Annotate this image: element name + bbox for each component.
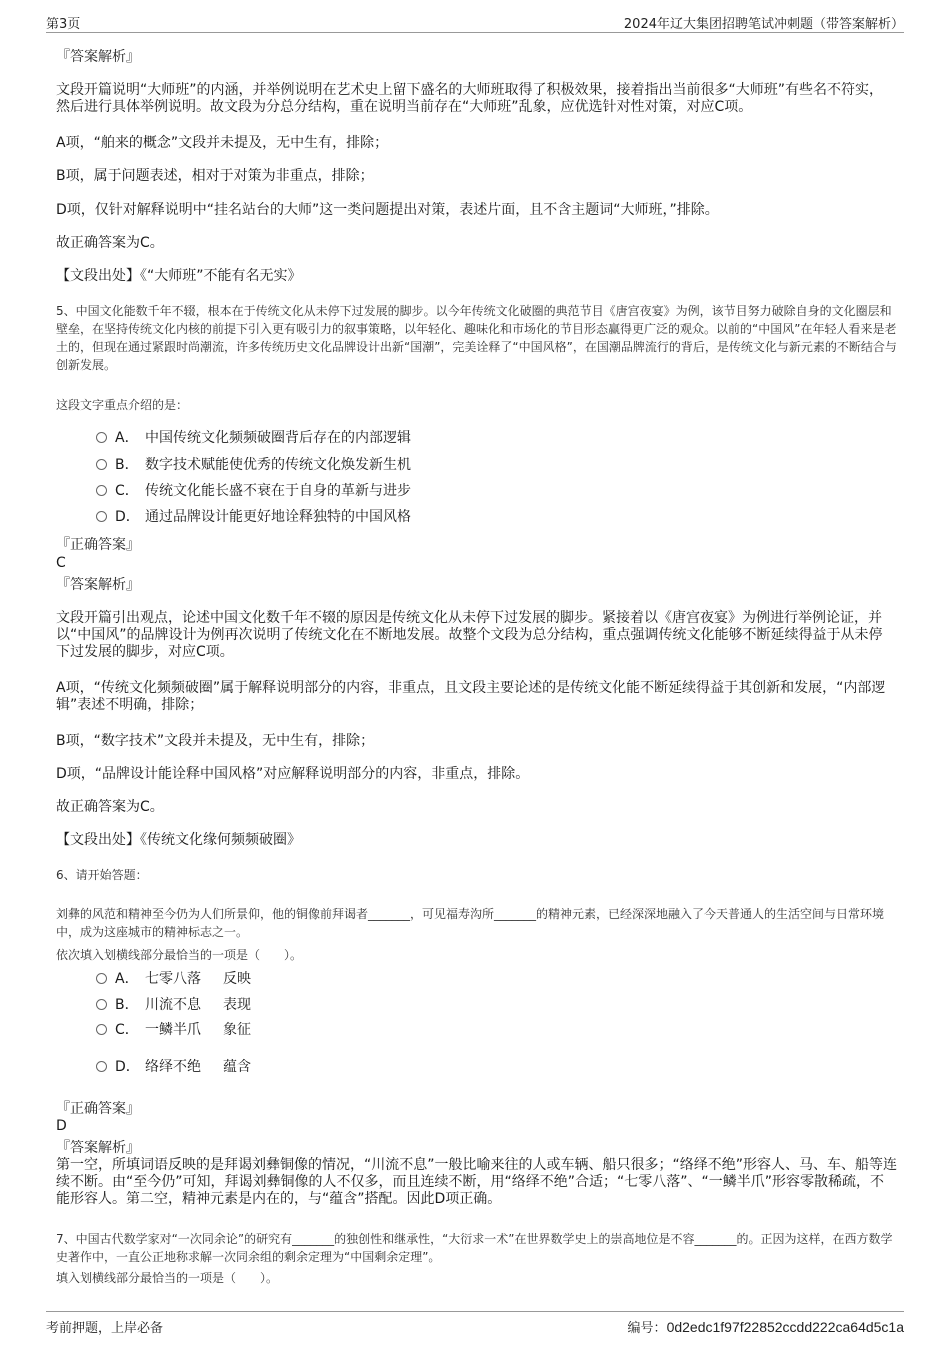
q4-source: 【文段出处】《“大师班”不能有名无实》	[56, 268, 302, 284]
radio-icon[interactable]	[96, 973, 107, 984]
q4-option-a-note: A项，“舶来的概念”文段并未提及，无中生有，排除；	[56, 135, 389, 151]
q4-option-d-note: D项，仅针对解释说明中“挂名站台的大师”这一类问题提出对策，表述片面，且不含主题词“大师班，”排除。	[56, 202, 719, 218]
q6-correct-answer: D	[56, 1118, 67, 1134]
q6-option-d[interactable]: D． 络绎不绝 蕴含	[96, 1057, 856, 1077]
document-code	[628, 1317, 904, 1336]
q7-stem: 7、中国古代数学家对“一次同余论”的研究有_______的独创性和继承性，“大衍求一术”在世界数学史上的崇高地位是不容_______的。正因为这样，在西方数学史著作中，一直公正地称求解一次同余组的剩余定理为“中国剩余定理”。	[56, 1232, 893, 1264]
document-code-value: 0d2edc1f97f22852ccdd222ca64d5c1a	[666, 1319, 904, 1335]
q4-analysis-text: 文段开篇说明“大师班”的内涵，并举例说明在艺术史上留下盛名的大师班取得了积极效果，接着指出当前很多“大师班”有些名不符实，然后进行具体举例说明。故文段为分总分结构，重在说明当前存在“大师班”乱象，应优选针对性对策，对应C项。	[56, 82, 884, 115]
q5-option-a[interactable]: A． 中国传统文化频频破圈背后存在的内部逻辑	[96, 428, 856, 448]
q5-option-d[interactable]: D． 通过品牌设计能更好地诠释独特的中国风格	[96, 507, 856, 527]
q5-option-a-note: A项，“传统文化频频破圈”属于解释说明部分的内容，非重点，且文段主要论述的是传统文化能不断延续得益于其创新和发展，“内部逻辑”表述不明确，排除；	[56, 680, 886, 713]
q5-option-c[interactable]: C． 传统文化能长盛不衰在于自身的革新与进步	[96, 481, 856, 501]
q6-correct-marker: 『正确答案』	[56, 1101, 140, 1117]
q6-analysis-marker: 『答案解析』	[56, 1140, 140, 1156]
q6-option-b[interactable]: B． 川流不息 表现	[96, 995, 856, 1015]
q5-source: 【文段出处】《传统文化缘何频频破圈》	[56, 832, 301, 848]
q6-question: 依次填入划横线部分最恰当的一项是（ ）。	[56, 948, 303, 962]
q5-option-b[interactable]: B． 数字技术赋能使优秀的传统文化焕发新生机	[96, 455, 856, 475]
q5-analysis-text: 文段开篇引出观点，论述中国文化数千年不辍的原因是传统文化从未停下过发展的脚步。紧接着以《唐宫夜宴》为例进行举例论证，并以“中国风”的品牌设计为例再次说明了传统文化在不断地发展。故整个文段为总分结构，重点强调传统文化能够不断延续得益于从未停下过发展的脚步，对应C项。	[56, 610, 883, 660]
page-number: 第3页	[46, 17, 81, 32]
q6-option-c[interactable]: C． 一鳞半爪 象征	[96, 1020, 856, 1040]
q5-option-b-note: B项，“数字技术”文段并未提及，无中生有，排除；	[56, 733, 375, 749]
document-code-label: 编号：	[627, 1321, 667, 1336]
q4-option-b-note: B项，属于问题表述，相对于对策为非重点，排除；	[56, 168, 374, 184]
q5-analysis-marker: 『答案解析』	[56, 577, 140, 593]
document-title: 2024年辽大集团招聘笔试冲刺题（带答案解析）	[623, 17, 904, 32]
q5-question: 这段文字重点介绍的是：	[56, 398, 189, 412]
radio-icon[interactable]	[96, 511, 107, 522]
q5-conclusion: 故正确答案为C。	[56, 799, 164, 815]
q6-intro: 6、请开始答题：	[56, 868, 148, 882]
page-footer	[46, 1311, 904, 1338]
q6-analysis-text: 第一空，所填词语反映的是拜谒刘彝铜像的情况，“川流不息”一般比喻来往的人或车辆、船只很多；“络绎不绝”形容人、马、车、船等连续不断。由“至今仍”可知，拜谒刘彝铜像的人不仅多，而且连续不断，用“络绎不绝”合适；“七零八落”、“一鳞半爪”形容零散稀疏，不能形容人。第二空，精神元素是内在的，与“蕴含”搭配。因此D项正确。	[56, 1157, 898, 1207]
footer-slogan: 考前押题，上岸必备	[46, 1321, 164, 1336]
radio-icon[interactable]	[96, 432, 107, 443]
radio-icon[interactable]	[96, 485, 107, 496]
q5-correct-marker: 『正确答案』	[56, 537, 140, 553]
radio-icon[interactable]	[96, 999, 107, 1010]
radio-icon[interactable]	[96, 1024, 107, 1035]
q5-correct-answer: C	[56, 555, 66, 571]
q4-conclusion: 故正确答案为C。	[56, 235, 164, 251]
q4-analysis-marker: 『答案解析』	[56, 49, 140, 65]
q7-question: 填入划横线部分最恰当的一项是（ ）。	[56, 1271, 279, 1285]
q6-option-a[interactable]: A． 七零八落 反映	[96, 969, 856, 989]
q5-stem: 5、中国文化能数千年不辍，根本在于传统文化从未停下过发展的脚步。以今年传统文化破圈的典范节目《唐宫夜宴》为例，该节目努力破除自身的文化圈层和壁垒，在坚持传统文化内核的前提下引入更有吸引力的叙事策略，以年轻化、趣味化和市场化的节目形态赢得更广泛的观众。以前的“中国风”在年轻人看来是老土的，但现在通过紧跟时尚潮流，许多传统历史文化品牌设计出新“国潮”，完美诠释了“中国风格”，在国潮品牌流行的背后，是传统文化与新元素的不断结合与创新发展。	[56, 304, 897, 372]
radio-icon[interactable]	[96, 459, 107, 470]
page-header	[46, 10, 904, 33]
q5-option-d-note: D项，“品牌设计能诠释中国风格”对应解释说明部分的内容，非重点，排除。	[56, 766, 530, 782]
radio-icon[interactable]	[96, 1061, 107, 1072]
q6-stem: 刘彝的风范和精神至今仍为人们所景仰，他的铜像前拜谒者_______，可见福寿沟所_______的精神元素，已经深深地融入了今天普通人的生活空间与日常环境中，成为这座城市的精神标志之一。	[56, 907, 885, 939]
